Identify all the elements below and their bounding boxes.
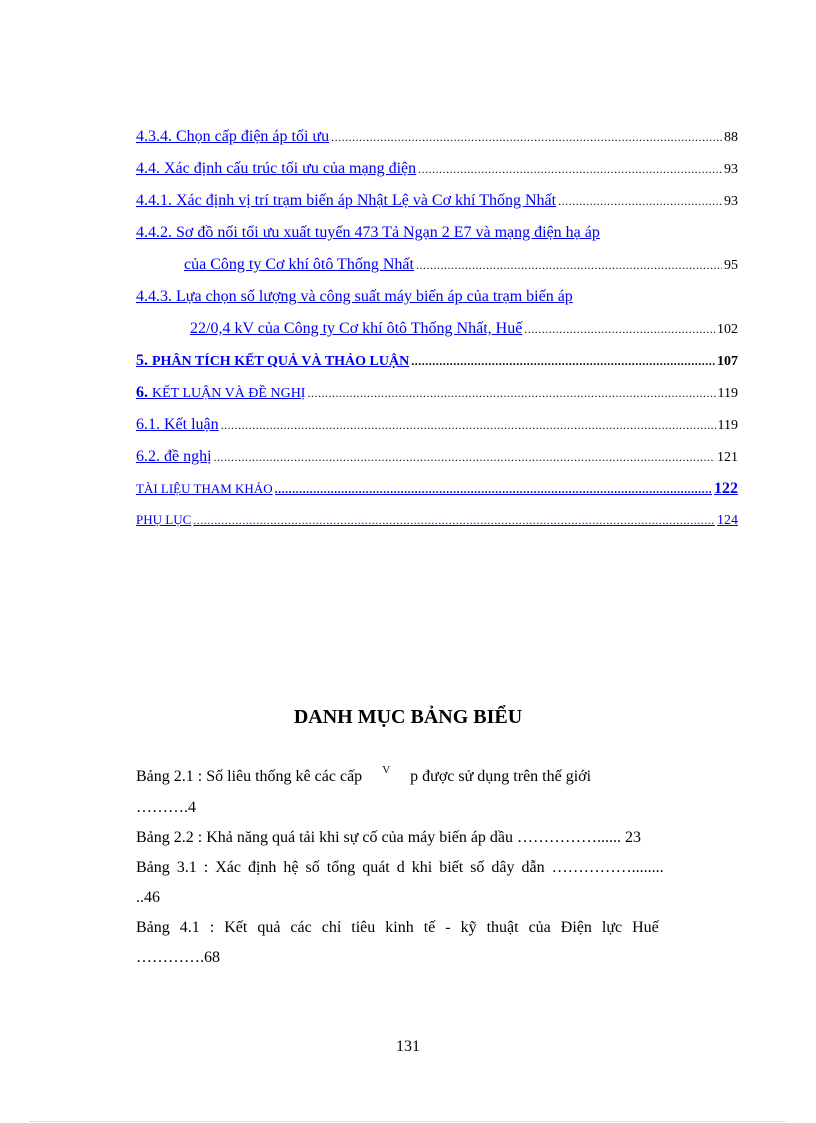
toc-link[interactable]: 4.4.3. Lựa chọn số lượng và công suất máy biến áp của trạm biến áp [136, 288, 573, 305]
leader-dots [418, 162, 722, 177]
toc-page-number: 88 [724, 130, 738, 145]
toc-link[interactable] [136, 352, 409, 370]
toc-entry-6[interactable] [136, 381, 738, 413]
table-entry-text: p được sử dụng trên thế giới [410, 768, 592, 785]
toc-link[interactable] [136, 384, 305, 402]
leader-dots [193, 513, 715, 528]
toc-link[interactable]: 6.2. đề nghị [136, 448, 212, 465]
toc-entry-appendix[interactable] [136, 509, 738, 541]
leader-dots [331, 130, 722, 145]
toc-link[interactable]: 6.1. Kết luận [136, 416, 219, 433]
table-entry-3-1-page: ..46 [136, 889, 160, 906]
stray-glyph: V [382, 764, 391, 776]
toc-section-number: 5. [136, 352, 148, 369]
table-entry-2-2: Bảng 2.2 : Khả năng quá tải khi sự cố của máy biến áp dầu ……………...... 23 [136, 829, 642, 846]
toc-link[interactable]: TÀI LIỆU THAM KHẢO [136, 481, 273, 496]
toc-section-number: 6. [136, 384, 148, 401]
toc-entry-6-1[interactable] [136, 413, 738, 445]
table-entry-3-1: Bảng 3.1 : Xác định hệ số tổng quát d khi biết số dây dẫn ……………........ [136, 859, 664, 876]
table-entry-4-1: Bảng 4.1 : Kết quả các chỉ tiêu kinh tế - kỹ thuật của Điện lực Huế [136, 919, 659, 936]
toc-page-number: 102 [717, 322, 738, 337]
toc-link-continued[interactable]: của Công ty Cơ khí ôtô Thống Nhất [184, 256, 414, 273]
toc-page-number: 124 [717, 513, 738, 528]
toc-link[interactable]: 4.4. Xác định cấu trúc tối ưu của mạng điện [136, 160, 417, 177]
leader-dots [221, 418, 716, 433]
toc-page-number: 119 [717, 418, 738, 433]
toc-section-title: KẾT LUẬN VÀ ĐỀ NGHỊ [152, 386, 306, 401]
toc-page-number: 122 [714, 480, 738, 497]
toc-page-number: 107 [717, 354, 738, 369]
table-entry-2-1 [136, 762, 738, 793]
leader-dots [558, 194, 722, 209]
toc-entry-5[interactable] [136, 349, 738, 381]
toc-link[interactable]: PHỤ LỤC [136, 512, 192, 527]
toc-entry-4-4-3[interactable] [136, 285, 738, 349]
table-of-contents [136, 125, 738, 541]
toc-section-title: PHÂN TÍCH KẾT QUẢ VÀ THẢO LUẬN [152, 354, 410, 369]
page-number: 131 [396, 1038, 420, 1055]
leader-dots [214, 450, 715, 465]
table-entry-text: Bảng 2.1 : Số liêu thống kê các cấp [136, 768, 363, 785]
table-entry-2-1-page: ……….4 [136, 799, 196, 816]
toc-entry-4-4[interactable] [136, 157, 738, 189]
toc-link[interactable]: 4.4.1. Xác định vị trí trạm biến áp Nhật Lệ và Cơ khí Thống Nhất [136, 192, 557, 209]
toc-entry-4-3-4[interactable] [136, 125, 738, 157]
toc-page-number: 93 [724, 162, 738, 177]
toc-entry-4-4-2[interactable] [136, 221, 738, 285]
toc-page-number: 93 [724, 194, 738, 209]
toc-link-continued[interactable]: 22/0,4 kV của Công ty Cơ khí ôtô Thống Nhất, Huế [190, 320, 523, 337]
list-of-tables-heading: DANH MỤC BẢNG BIỂU [293, 706, 523, 728]
toc-link[interactable]: 4.3.4. Chọn cấp điện áp tối ưu [136, 128, 330, 145]
leader-dots [411, 354, 715, 369]
toc-link[interactable]: 4.4.2. Sơ đồ nối tối ưu xuất tuyến 473 Tả Ngạn 2 E7 và mạng điện hạ áp [136, 224, 600, 241]
toc-entry-references[interactable] [136, 477, 738, 509]
leader-dots [524, 322, 715, 337]
toc-page-number: 119 [717, 386, 738, 401]
toc-page-number: 121 [717, 450, 738, 465]
list-of-tables [136, 762, 738, 973]
leader-dots [275, 482, 712, 497]
toc-entry-4-4-1[interactable] [136, 189, 738, 221]
toc-entry-6-2[interactable] [136, 445, 738, 477]
table-entry-4-1-page: ………….68 [136, 949, 220, 966]
toc-page-number: 95 [724, 258, 738, 273]
page-edge-divider [30, 1121, 786, 1122]
leader-dots [307, 386, 715, 401]
leader-dots [416, 258, 722, 273]
